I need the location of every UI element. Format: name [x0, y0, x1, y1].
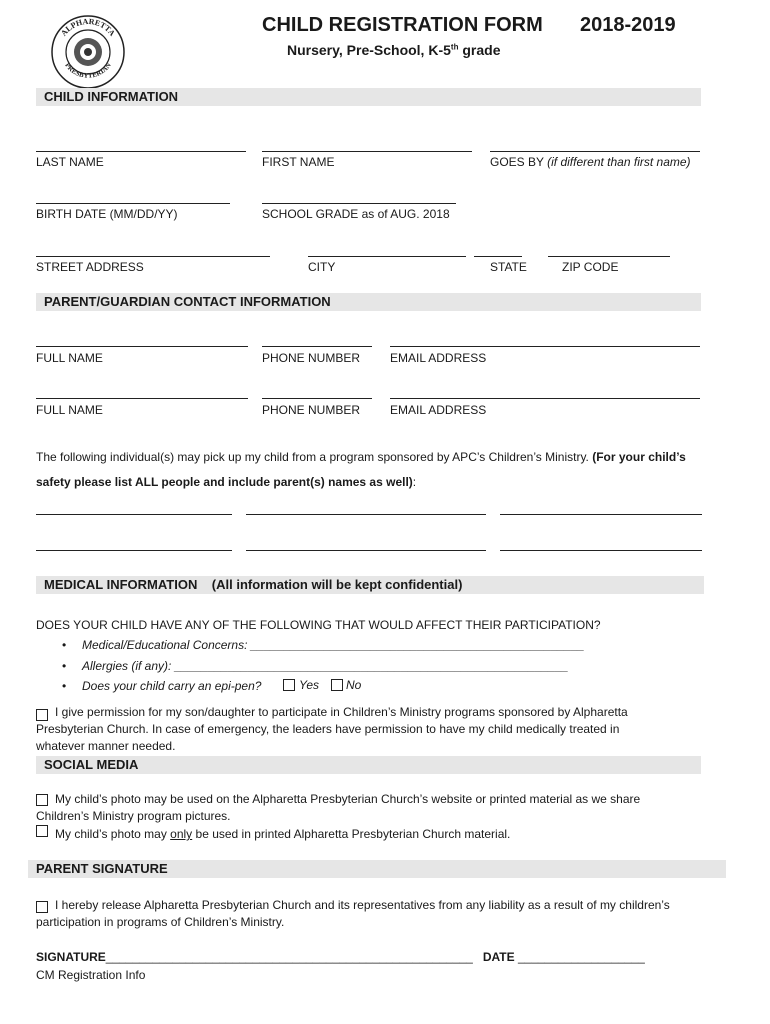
subtitle-grade: grade [458, 42, 501, 58]
allergies-item[interactable]: • Allergies (if any): ___________________________________________________________ [82, 659, 568, 673]
signature-row [36, 950, 645, 964]
goes-by-note: (if different than first name) [547, 155, 691, 169]
photo-print-pre: My child’s photo may [55, 827, 171, 841]
signature-field[interactable]: _______________________________________________________ [105, 950, 473, 964]
birth-date-label: BIRTH DATE (MM/DD/YY) [36, 207, 178, 221]
medical-concerns-item[interactable]: • Medical/Educational Concerns: __________________________________________________ [82, 638, 584, 652]
school-grade-label: SCHOOL GRADE as of AUG. 2018 [262, 207, 450, 221]
subtitle-main: Nursery, Pre-School, K-5 [287, 42, 451, 58]
child-info-heading: CHILD INFORMATION [36, 88, 701, 106]
epipen-item [82, 679, 261, 693]
birth-date-field[interactable] [36, 203, 230, 204]
release-text [36, 897, 726, 931]
pickup-field-1b[interactable] [246, 514, 486, 515]
school-grade-field[interactable] [262, 203, 456, 204]
photo-print-text [55, 827, 510, 841]
zip-label: ZIP CODE [562, 260, 619, 274]
goes-by-label [490, 155, 691, 169]
medical-question: DOES YOUR CHILD HAVE ANY OF THE FOLLOWING THAT WOULD AFFECT THEIR PARTICIPATION? [36, 618, 601, 632]
pickup-field-2a[interactable] [36, 550, 232, 551]
pickup-bold-1: (For your child’s [592, 450, 686, 464]
signature-label: SIGNATURE [36, 950, 106, 964]
signature-heading: PARENT SIGNATURE [28, 860, 726, 878]
parent2-phone-label: PHONE NUMBER [262, 403, 361, 417]
photo-website-text [36, 791, 726, 825]
goes-by-field[interactable] [490, 151, 700, 152]
epipen-no-label: No [346, 678, 362, 692]
school-year: 2018-2019 [580, 14, 676, 36]
parent2-email-field[interactable] [390, 398, 700, 399]
medical-heading-text: MEDICAL INFORMATION [44, 577, 198, 592]
photo-website-line-1: My child’s photo may be used on the Alpharetta Presbyterian Church’s website or printed material as we share [55, 792, 641, 806]
parent1-name-label: FULL NAME [36, 351, 103, 365]
pickup-text: The following individual(s) may pick up my child from a program sponsored by APC’s Children’s Ministry. [36, 450, 593, 464]
first-name-field[interactable] [262, 151, 472, 152]
social-media-heading: SOCIAL MEDIA [36, 756, 701, 774]
medical-heading-note: (All information will be kept confidential) [211, 577, 463, 592]
photo-website-line-2: Children’s Ministry program pictures. [36, 809, 231, 823]
state-label: STATE [490, 260, 527, 274]
city-label: CITY [308, 260, 336, 274]
date-field[interactable]: ___________________ [514, 950, 645, 964]
page-title: CHILD REGISTRATION FORM [262, 14, 543, 36]
photo-print-only: only [170, 827, 193, 841]
footer-note: CM Registration Info [36, 968, 146, 982]
parent-info-heading: PARENT/GUARDIAN CONTACT INFORMATION [36, 293, 701, 311]
pickup-field-1c[interactable] [500, 514, 702, 515]
epipen-yes-label: Yes [299, 678, 320, 692]
city-field[interactable] [308, 256, 466, 257]
medical-permission-line-3: whatever manner needed. [36, 739, 176, 753]
state-field[interactable] [474, 256, 522, 257]
street-field[interactable] [36, 256, 270, 257]
medical-permission-text [36, 704, 726, 755]
pickup-field-2c[interactable] [500, 550, 702, 551]
pickup-bold-2: safety please list ALL people and include parent(s) names as well) [36, 475, 413, 489]
release-line-2: participation in programs of Children’s Ministry. [36, 915, 285, 929]
pickup-field-2b[interactable] [246, 550, 486, 551]
parent2-phone-field[interactable] [262, 398, 372, 399]
photo-print-checkbox[interactable] [36, 825, 48, 837]
epipen-no-checkbox[interactable] [331, 679, 343, 691]
parent2-name-field[interactable] [36, 398, 248, 399]
parent2-name-label: FULL NAME [36, 403, 103, 417]
parent1-phone-label: PHONE NUMBER [262, 351, 361, 365]
pickup-end: : [412, 475, 417, 489]
zip-field[interactable] [548, 256, 670, 257]
parent1-name-field[interactable] [36, 346, 248, 347]
svg-text:PRESBYTERIAN: PRESBYTERIAN [63, 61, 113, 80]
medical-heading [36, 576, 704, 594]
last-name-field[interactable] [36, 151, 246, 152]
epipen-question: Does your child carry an epi-pen? [82, 679, 262, 693]
church-logo [50, 14, 126, 90]
pickup-field-1a[interactable] [36, 514, 232, 515]
pickup-instructions [36, 445, 726, 495]
parent1-phone-field[interactable] [262, 346, 372, 347]
first-name-label: FIRST NAME [262, 155, 335, 169]
subtitle-sup: th [450, 42, 459, 52]
goes-by-label-text: GOES BY [490, 155, 548, 169]
photo-print-post: be used in printed Alpharetta Presbyterian Church material. [192, 827, 511, 841]
parent2-email-label: EMAIL ADDRESS [390, 403, 487, 417]
parent1-email-label: EMAIL ADDRESS [390, 351, 487, 365]
medical-permission-line-2: Presbyterian Church. In case of emergency, the leaders have permission to have my child medically treated in [36, 722, 620, 736]
epipen-yes-checkbox[interactable] [283, 679, 295, 691]
last-name-label: LAST NAME [36, 155, 104, 169]
page-subtitle [287, 42, 500, 58]
medical-permission-line-1: I give permission for my son/daughter to participate in Children’s Ministry programs sponsored by Alpharetta [55, 705, 628, 719]
street-label: STREET ADDRESS [36, 260, 144, 274]
date-label: DATE [482, 950, 515, 964]
release-line-1: I hereby release Alpharetta Presbyterian Church and its representatives from any liability as a result of my children’s [55, 898, 670, 912]
svg-text:ALPHARETTA: ALPHARETTA [59, 16, 117, 38]
parent1-email-field[interactable] [390, 346, 700, 347]
